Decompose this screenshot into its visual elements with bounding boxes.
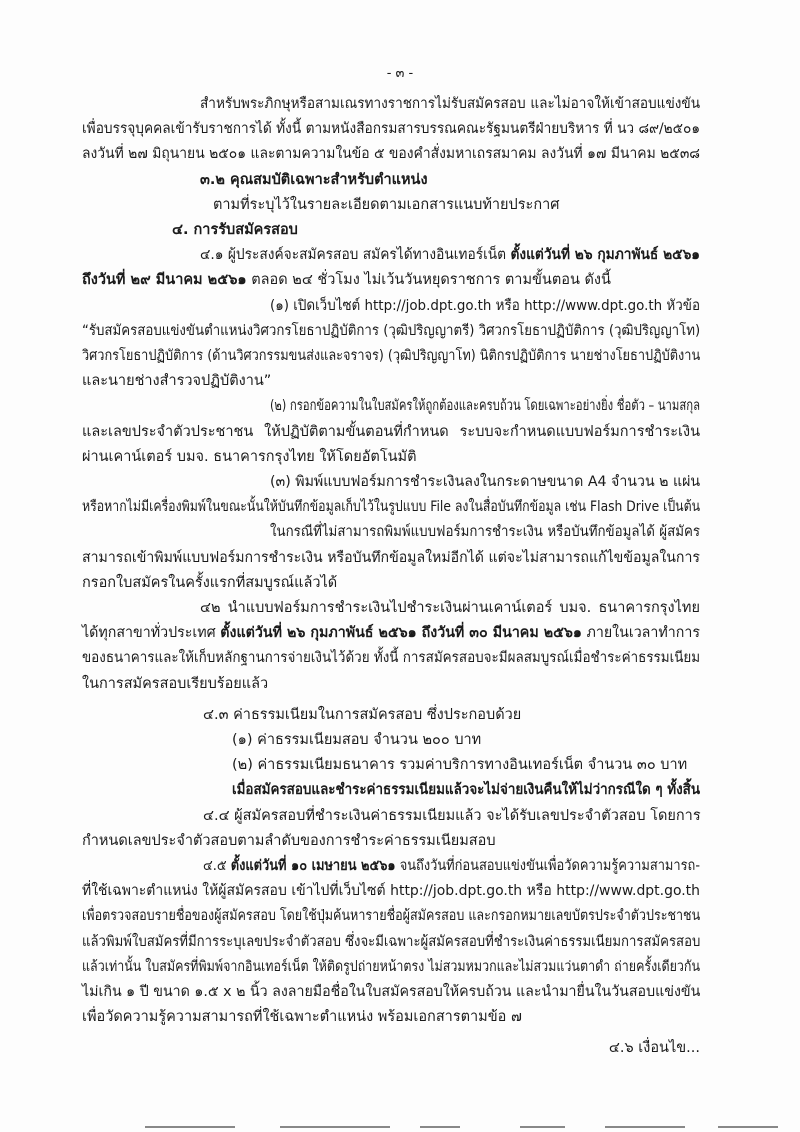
text-segment: วิศวกรโยธาปฏิบัติการ (ด้านวิศวกรรมขนส่งและจราจร) (วุฒิปริญญาโท) นิติกรปฏิบัติการ นายช่างโยธาปฏิบัติงาน — [82, 348, 701, 364]
text-line — [200, 243, 700, 267]
text-segment: (๒) ค่าธรรมเนียมธนาคาร รวมค่าบริการทางอินเทอร์เน็ต จำนวน ๓๐ บาท — [232, 757, 688, 774]
text-line — [82, 904, 700, 928]
text-segment: ๔.๖ เงื่อนไข... — [608, 1040, 700, 1057]
text-segment: เพื่อตรวจสอบรายชื่อของผู้สมัครสอบ โดยใช้ปุ่มค้นหารายชื่อผู้สมัครสอบ และกรอกหมายเลขบัตรประจำตัวประชาชน — [82, 908, 701, 925]
text-segment: ในกรณีที่ไม่สามารถพิมพ์แบบฟอร์มการชำระเงิน หรือบันทึกข้อมูลได้ ผู้สมัคร — [270, 524, 700, 541]
text-line — [270, 470, 700, 494]
text-line — [82, 930, 700, 954]
bold-text: ตั้งแต่วันที่ ๒๖ กุมภาพันธ์ ๒๕๖๑ — [510, 247, 700, 264]
text-segment: ๔.๔ ผู้สมัครสอบที่ชำระเงินค่าธรรมเนียมแล้ว จะได้รับเลขประจำตัวสอบ โดยการ — [203, 807, 701, 824]
text-line — [200, 168, 700, 192]
text-line — [82, 672, 700, 696]
text-segment: ผ่านเคาน์เตอร์ บมจ. ธนาคารกรุงไทย ให้โดยอัตโนมัติ — [82, 448, 417, 465]
text-segment: จนถึงวันที่ก่อนสอบแข่งขันเพื่อวัดความรู้ความสามารถ- — [395, 858, 700, 874]
scan-artifact — [520, 1126, 565, 1128]
text-segment: สำหรับพระภิกษุหรือสามเณรทางราชการไม่รับสมัครสอบ และไม่อาจให้เข้าสอบแข่งขัน — [200, 96, 700, 112]
scan-artifact — [718, 1126, 778, 1128]
text-segment: เพื่อบรรจุบุคคลเข้ารับราชการได้ ทั้งนี้ ตามหนังสือกรมสารบรรณคณะรัฐมนตรีฝ่ายบริหาร ที่ นว ๘๙/๒๕๐๑ — [82, 121, 701, 138]
text-line — [203, 804, 700, 828]
text-line — [232, 728, 700, 752]
text-line — [213, 193, 700, 217]
text-line — [232, 753, 700, 777]
text-line — [200, 92, 700, 116]
text-line — [172, 218, 700, 242]
text-line — [82, 980, 700, 1004]
text-segment: ในการสมัครสอบเรียบร้อยแล้ว — [82, 675, 269, 692]
text-line — [82, 1036, 700, 1060]
scan-artifact — [605, 1126, 685, 1128]
text-line — [82, 546, 700, 570]
scan-artifact — [420, 1126, 460, 1128]
text-segment: ภายในเวลาทำการ — [581, 625, 700, 642]
text-segment: (๑) ค่าธรรมเนียมสอบ จำนวน ๒๐๐ บาท — [232, 732, 482, 748]
text-segment: และเลขประจำตัวประชาชน ให้ปฏิบัติตามขั้นตอนที่กำหนด ระบบจะกำหนดแบบฟอร์มการชำระเงิน — [82, 423, 700, 440]
text-line — [82, 319, 700, 343]
text-line — [203, 854, 700, 878]
bold-text: ๔. การรับสมัครสอบ — [172, 222, 298, 238]
text-line — [82, 621, 700, 645]
text-line — [82, 955, 700, 979]
page-number: - ๓ - — [386, 66, 414, 81]
text-line — [82, 420, 700, 444]
text-line — [270, 294, 700, 318]
text-segment: สามารถเข้าพิมพ์แบบฟอร์มการชำระเงิน หรือบันทึกข้อมูลใหม่อีกได้ แต่จะไม่สามารถแก้ไขข้อมูลในการ — [82, 549, 700, 566]
text-segment: “รับสมัครสอบแข่งขันตำแหน่งวิศวกรโยธาปฏิบัติการ (วุฒิปริญญาตรี) วิศวกรโยธาปฏิบัติการ (วุฒิปริญญาโท) — [82, 322, 701, 339]
text-line — [82, 1005, 700, 1029]
bold-text: ถึงวันที่ ๒๙ มีนาคม ๒๕๖๑ — [82, 272, 247, 289]
text-line — [82, 369, 700, 393]
text-segment: (๑) เปิดเว็บไซต์ http://job.dpt.go.th หรือ http://www.dpt.go.th หัวข้อ — [270, 297, 700, 314]
text-segment: ของธนาคารและให้เก็บหลักฐานการจ่ายเงินไว้ด้วย ทั้งนี้ การสมัครสอบจะมีผลสมบูรณ์เมื่อชำระค่าธรรมเนียม — [82, 650, 701, 667]
text-segment: หรือหากไม่มีเครื่องพิมพ์ในขณะนั้นให้บันทึกข้อมูลเก็บไว้ในรูปแบบ File ลงในสื่อบันทึกข้อมูล เช่น Flash Drive เป็นต้น — [82, 499, 700, 516]
bold-text: ตั้งแต่วันที่ ๒๖ กุมภาพันธ์ ๒๕๖๑ ถึงวันที่ ๓๐ มีนาคม ๒๕๖๑ — [220, 625, 582, 642]
text-line — [82, 268, 700, 292]
text-segment: ๔.๕ — [203, 858, 231, 874]
text-segment: ๔๒ นำแบบฟอร์มการชำระเงินไปชำระเงินผ่านเคาน์เตอร์ บมจ. ธนาคารกรุงไทย — [200, 600, 700, 616]
text-segment: ตามที่ระบุไว้ในรายละเอียดตามเอกสารแนบท้ายประกาศ — [213, 196, 560, 213]
text-line — [82, 117, 700, 141]
text-segment: ไม่เกิน ๑ ปี ขนาด ๑.๕ x ๒ นิ้ว ลงลายมือชื่อในใบสมัครสอบให้ครบถ้วน และนำมายื่นในวันสอบแข่งขัน — [82, 984, 701, 1000]
text-segment: ๔.๑ ผู้ประสงค์จะสมัครสอบ สมัครได้ทางอินเทอร์เน็ต — [200, 247, 511, 264]
scan-artifact — [280, 1126, 390, 1128]
text-line — [82, 142, 700, 166]
text-segment: ๔.๓ ค่าธรรมเนียมในการสมัครสอบ ซึ่งประกอบด้วย — [203, 706, 522, 723]
text-line — [82, 571, 700, 595]
text-line — [270, 520, 700, 544]
text-segment: และนายช่างสำรวจปฏิบัติงาน” — [82, 373, 272, 390]
text-line — [82, 879, 700, 903]
text-segment: แล้วพิมพ์ใบสมัครที่มีการระบุเลขประจำตัวสอบ ซึ่งจะมีเฉพาะผู้สมัครสอบที่ชำระเงินค่าธรรมเนียมการสมัครสอบ — [82, 933, 701, 950]
text-line — [82, 646, 700, 670]
text-segment: ลงวันที่ ๒๗ มิถุนายน ๒๕๐๑ และตามความในข้อ ๕ ของคำสั่งมหาเถรสมาคม ลงวันที่ ๑๗ มีนาคม ๒๕๓๘ — [82, 146, 701, 163]
bold-text: ตั้งแต่วันที่ ๑๐ เมษายน ๒๕๖๑ — [230, 858, 396, 874]
text-segment: ที่ใช้เฉพาะตำแหน่ง ให้ผู้สมัครสอบ เข้าไปที่เว็บไซต์ http://job.dpt.go.th หรือ http://www.dpt.go.th — [82, 883, 700, 900]
text-line — [203, 703, 700, 727]
text-line — [200, 596, 700, 620]
text-line — [270, 394, 700, 418]
text-line — [82, 829, 700, 853]
text-segment: ได้ทุกสาขาทั่วประเทศ — [82, 625, 221, 642]
text-line — [82, 344, 700, 368]
text-segment: ตลอด ๒๔ ชั่วโมง ไม่เว้นวันหยุดราชการ ตามขั้นตอน ดังนี้ — [246, 272, 611, 289]
text-line — [82, 495, 700, 519]
text-line — [232, 778, 700, 802]
text-segment: กรอกใบสมัครในครั้งแรกที่สมบูรณ์แล้วได้ — [82, 574, 338, 591]
text-segment: (๓) พิมพ์แบบฟอร์มการชำระเงินลงในกระดาษขนาด A4 จำนวน ๒ แผ่น — [270, 474, 701, 490]
text-segment: เพื่อวัดความรู้ความสามารถที่ใช้เฉพาะตำแหน่ง พร้อมเอกสารตามข้อ ๗ — [82, 1009, 522, 1026]
text-segment: กำหนดเลขประจำตัวสอบตามลำดับของการชำระค่าธรรมเนียมสอบ — [82, 832, 496, 849]
scan-artifact — [145, 1126, 235, 1128]
bold-text: ๓.๒ คุณสมบัติเฉพาะสำหรับตำแหน่ง — [200, 171, 428, 188]
text-line — [82, 445, 700, 469]
text-segment: แล้วเท่านั้น ใบสมัครที่พิมพ์จากอินเทอร์เน็ต ให้ติดรูปถ่ายหน้าตรง ไม่สวมหมวกและไม่สวมแว่นตาดำ ถ่ายครั้งเดียวกัน — [82, 958, 700, 975]
bold-text: เมื่อสมัครสอบและชำระค่าธรรมเนียมแล้วจะไม่จ่ายเงินคืนให้ไม่ว่ากรณีใด ๆ ทั้งสิ้น — [232, 782, 700, 799]
text-segment: (๒) กรอกข้อความในใบสมัครให้ถูกต้องและครบถ้วน โดยเฉพาะอย่างยิ่ง ชื่อตัว – นามสกุล — [270, 398, 700, 415]
